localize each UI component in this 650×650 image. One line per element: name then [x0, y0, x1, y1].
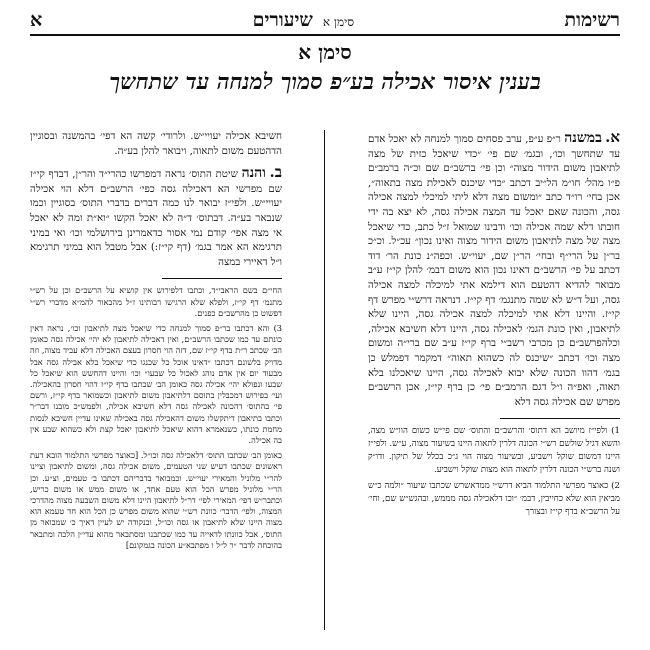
- left-column: [30, 130, 282, 555]
- footnote-1: 1) ולפי״ז מיושב הא דתוס׳ והרשב״ם והתוס׳ שם פי״ש כשום הוו״ש מצה, והשא דגיל שולשם רש״י הכונה דלרין לתאוה היינו בשיעור מצוה, ע״ש. ולפי״ז היינו דמשום שוקל וישביע, ובשיעור מצוה הוי ג״כ בכלל של תיקון. ודו״ק ושנה ברש״י הכונה דלרין לתאוה הוא מצות שוקל וישביע.: [368, 426, 620, 475]
- paragraph-a: [368, 130, 620, 410]
- paragraph-a-text: ר״פ ע״פ, ערב פסחים סמוך למנחה לא יאכל אדם עד שתחשך וכו׳, ובגמ׳ שם פי׳ ״כדי שיאכל כזית של מצה לתיאבון משום הידור מצוה״ וכן פי׳ ברשב״ם שם וכ״ה ברמב״ם פ״ו מהל׳ חו״מ הל״יב דכתב ״כדי שיכנס לאכילת מצה בתאוה״, אכן בחי׳ רו״ד כתב ״ומשום מצה דלא ליתי למיכלי למצה אכילה גסה, והכונה שאם יאכל עד המצה אכילה גסה, לא יצא בה ידי חובתו דלא שמה אכילה וכו׳ ודבינו שמואל ז״ל כתב, כדי שיאכל מצה של מצה לתיאבון משום הידור מצוה ואינו נכון״ עכ״ל. וכ״כ בר״ן על הרי״ף ובחי׳ הר״ן שם, יעוי״ש. וכפה״נ כונת הר׳ דוד דכתב על פי׳ הרשב״ם דאינו נכון הוא משום דבמ׳ להלן קי״ז ע״ב מבואר להדיא דהטעם הוא דילמא אתי למיכלה למצה אכילה גסה, ועל ד״ש לא שמה מתנגמ׳ דף קי״ז. דנראה דרש״י מפרש דף קי״ז. והיינו דלא אתי למיכלה למצה אכילה גסה, היינו שלא לתיאבון, ואין כונת הגמ׳ לאכילה גסה, היינו דלא חשיבא אכילה, וכלהפרשב״ם כן מכרבי רשב״י ברף קי״ז ע״ב שם ברי״ה ומשום מצה וכו׳ דכתב ״שיכנס לה כשהוא תאוה״ דמקמר דפמלש כן בגמ׳ דהוו הכונה שלא יבוא לאכילה גסה, היינו שיאכלנו בלא תאוה, ואפ״ה ו״ל דגם הרמב״ם פי׳ כן ברף קי״ז, אכן הרשב״ם מפרש שם אכילה גסה דלא: [368, 134, 620, 408]
- running-header: [30, 6, 620, 34]
- header-section: סימן א: [322, 14, 355, 29]
- lead-word: במשנה: [564, 130, 602, 146]
- column-divider: [324, 130, 325, 630]
- header-lecture-title: שיעורים: [252, 8, 313, 31]
- section-letter-a: א.: [605, 128, 620, 146]
- footnote-3: 3) והא דכתבו בר״פ סמוך למנחה כדי שיאכל מצה לתיאבון וכו׳, נראה דאין כונתם עד כמו שכתבו הרשב״ם, ואין דאכילה לתיאבון לא יהי׳ אכילה גסה כאומן הב׳ שכתב ר״ת בדף קי״ז שם, דזה הוי חסרון בעצם האכילה דלא עביד מצוה, וזה מדויק בלשונם דכתבו ״דאינו אוכל כל שכנגו כדי שיאכל בלא אבילה גסה אבל מבעוד יום אין אדם נוהג לאכול כל שבעו״ וכו׳ והיינו דהחשש הוא שיאכל כל שבעו ונפולא יהי׳ אכילה גסה כאומן הב׳ שכתבו בדף קי״ז דהוי חסרון בהאכילה. ועי׳ בפירוש דמכבלין בתוסם דלתיאבון משום לתיאבון וכשמואר בדף קי״ז, ורשם פי׳ בהתוס׳ דהכונה לאכילה גסה דלא חשיבא אכילה, ולפמש״כ מובנו דבר״ר וכתבו בתיאבון דיתקשלו משום דהאכילה גסה באכילה שאינו עדיין חשיבא לנסות מחמת כונתו, כשנאמרא דהוא שיאכל לתיאבון יאכל קצת ולא כשהוא שבע אין בה אכילה.: [30, 322, 282, 445]
- header-book-title: רשימות: [564, 8, 620, 31]
- header-rule: [30, 34, 620, 36]
- footnote-2: 2) כאוצר מפרשי התלמוד הביא דרש״י ממדאשרש שכתבו שיעור ״ולמה כ״ש מביאין הוא שלא כחייבין, דבמ׳ ״וכו דלאכילה גסה מממש, ובהגש״ש שם, וחי׳ על הרשב״א בדף קי״ז ובצורך: [368, 481, 620, 518]
- paragraph-b: [30, 165, 282, 270]
- siman-heading: סימן א: [298, 40, 352, 64]
- section-b-lead-word: והנה: [241, 165, 266, 182]
- footnote-divider-left: [162, 278, 282, 279]
- paragraph-continuation: חשיבא אכילה יעויי״ש. ולרודי׳ קשה הא דפי׳ בהמשנה ובסוגיין הדהטעם משום לתאוה, ויבואר להלן בע״ה.: [30, 131, 282, 157]
- footnote-3-continued: כאומן הב׳ שכתבו התוס׳ דלאכילה גסה וכו״ל. [כאוצר מפרשי התלמוד הובא דעת ראשונים שכתבו דעיש שני הטעמים, משום אכילה גסה, ומשום לתיאבון וציינו להר״י מלוניל והמאירי יעוי״ש. וכמבואר בדבריהם דכתבו ב׳ טעמים, וצ״ע. וכן הר״י מלוניל מפרש הכל הוא טעם אחד, או משום ממש או משום כריש, וכתבר״ש דפי׳ המאירי לפי׳ דר״ל לתיאבון היינו דלא משום השבעה מצוה מהדרכי המצוה, ולפי׳ הדבר׳ כוונת רש״י שהוא משום מפרש כן הכל הוא חד טעמא הוא מצוה היינו שלא לתיאבון או גסה וכו״ל, ובנקודה יש לעיין דאיך כ׳ שמבואר מן התוס׳, אבל כוונתו לדאייה עד כמו שכתבנו ומסתבאר מהוא עדי״ן הלכה ומתבאר בהוכחה לדבר ״ר ל״ל ו מפתבא״ע הכונה בגמקונם]: [30, 450, 282, 550]
- header-page-letter: א: [30, 8, 43, 31]
- right-column: [368, 130, 620, 523]
- paragraph-b-text: שיטת התוס׳ נראה דמפרשו כהרי״ד והר״ן, דבדף קי״ז שם מפרשי הא דאכילה גסה כפי׳ הרשב״ם דלא הוי אכילה יעויי״ש. ולפי״ז יבואר לנו כמה דברים בדברי התוס׳ בסוגיין וכמו שנבאר בע״ה. דבתוס׳ ד״ה לא יאכל הקשו ״וא״ת ומה לא יאכל אי מצה אפי׳ קודם נמי אסור כדאמרינן בירושלמי וכו׳ ואי במיני תרגימא הא אמר בגמ׳ (דף קי״ז:) אבל מטבל הוא במיני תרגימא ו״ל דאיירי במצה: [30, 169, 282, 268]
- header-center: [253, 9, 354, 32]
- footnote-divider: [500, 418, 620, 419]
- section-letter-b: ב.: [269, 163, 282, 182]
- footnote-continuation: החי״ם בשם הראבי״ד, וכתבו דלפירוש אין קושיא על הרשב״ם וכן על רש״י מתנמ׳ דף קי״ז, ולפלא שלא הרגישו רבותינו ז״ל מהבאור להמ״א מדברי רש״י דפשוט כן מהרשב״ם כפנים.: [30, 285, 282, 318]
- main-title: בענין איסור אכילה בע״פ סמוך למנחה עד שתחשך: [109, 69, 541, 95]
